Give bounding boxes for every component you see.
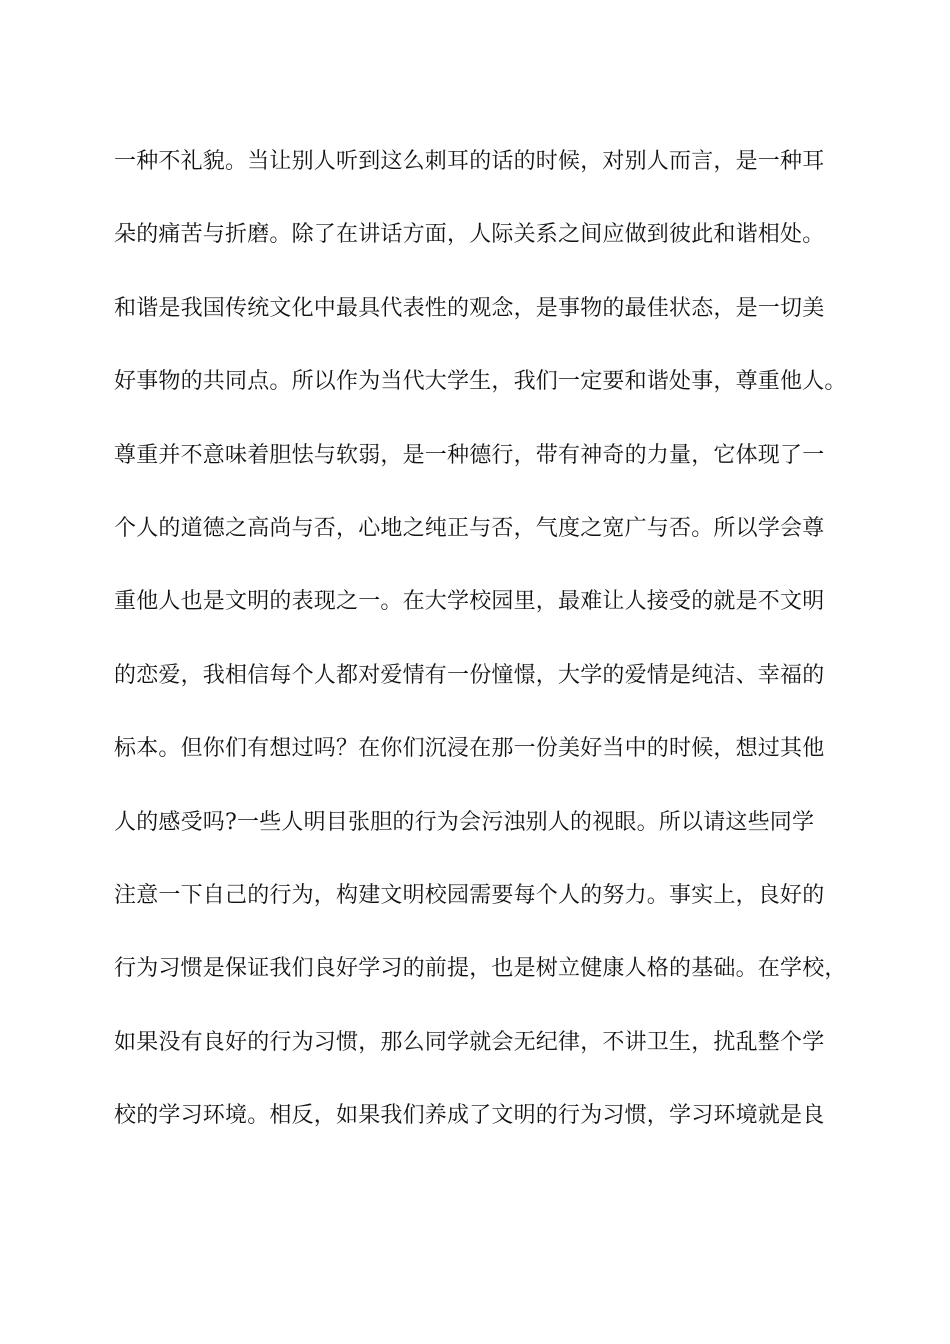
body-text [114, 142, 854, 1169]
text-line: 如果没有良好的行为习惯，那么同学就会无纪律，不讲卫生，扰乱整个学 [114, 1029, 825, 1055]
text-line: 朵的痛苦与折磨。除了在讲话方面，人际关系之间应做到彼此和谐相处。 [114, 222, 825, 248]
text-line: 注意一下自己的行为，构建文明校园需要每个人的努力。事实上，良好的 [114, 882, 825, 908]
text-line: 一种不礼貌。当让别人听到这么刺耳的话的时候，对别人而言，是一种耳 [114, 149, 825, 174]
text-line: 重他人也是文明的表现之一。在大学校园里，最难让人接受的就是不文明 [114, 589, 825, 615]
text-line: 好事物的共同点。所以作为当代大学生，我们一定要和谐处事，尊重他人。 [114, 369, 847, 395]
text-line: 人的感受吗?一些人明目张胆的行为会污浊别人的视眼。所以请这些同学 [114, 809, 815, 835]
text-line: 尊重并不意味着胆怯与软弱，是一种德行，带有神奇的力量，它体现了一 [114, 442, 825, 468]
text-line: 和谐是我国传统文化中最具代表性的观念，是事物的最佳状态，是一切美 [114, 295, 825, 321]
text-line: 的恋爱，我相信每个人都对爱情有一份憧憬，大学的爱情是纯洁、幸福的 [114, 662, 825, 688]
text-line: 行为习惯是保证我们良好学习的前提，也是树立健康人格的基础。在学校， [114, 956, 847, 982]
text-line: 个人的道德之高尚与否，心地之纯正与否，气度之宽广与否。所以学会尊 [114, 515, 825, 541]
text-line: 校的学习环境。相反，如果我们养成了文明的行为习惯，学习环境就是良 [114, 1103, 825, 1129]
text-line: 标本。但你们有想过吗？在你们沉浸在那一份美好当中的时候，想过其他 [114, 736, 825, 762]
